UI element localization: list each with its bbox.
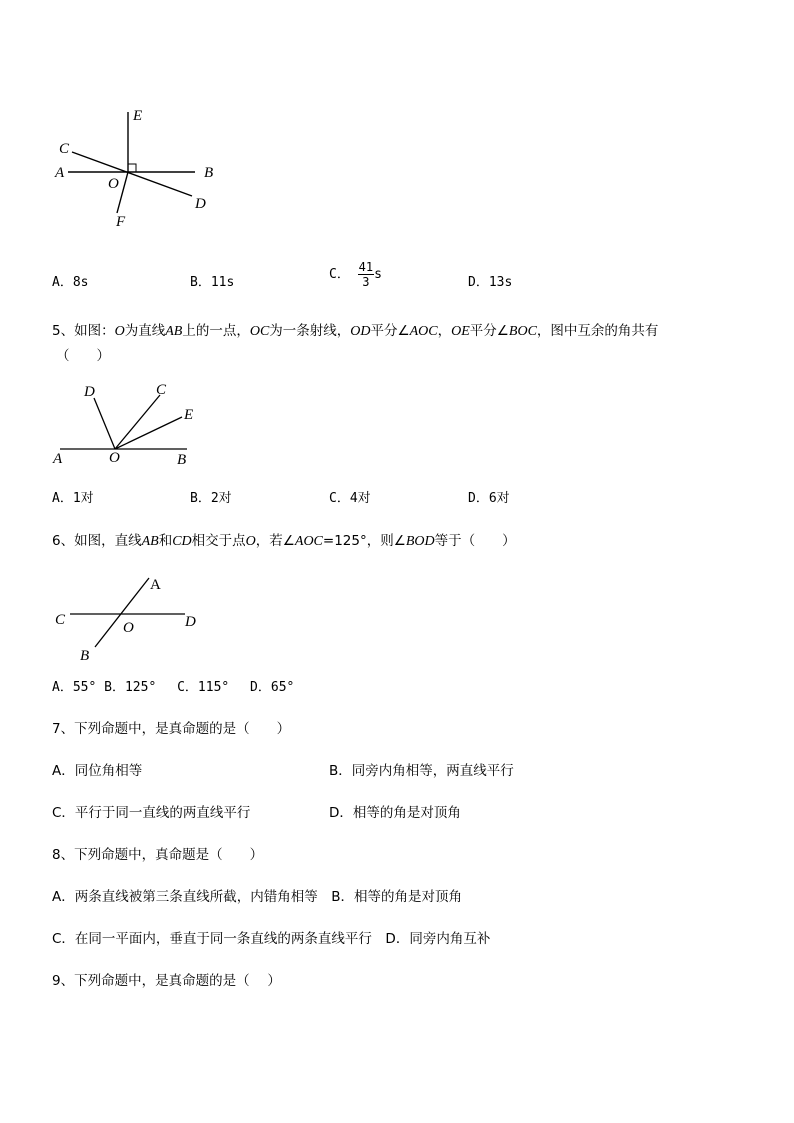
q6-var-AB: AB <box>141 534 159 549</box>
q7-option-c-text: C．平行于同一直线的两直线平行 <box>52 805 251 821</box>
q6-text-5: =125°，则∠ <box>322 533 406 549</box>
q9-stem-text: 9、下列命题中，是真命题的是（ ） <box>52 973 281 989</box>
q6-var-AOC: AOC <box>294 534 323 549</box>
q6-text-2: 和 <box>158 533 173 549</box>
q5-answer-blank <box>56 344 110 364</box>
q7-option-b[interactable] <box>329 759 514 779</box>
q9-stem <box>52 969 281 989</box>
q5-option-c[interactable] <box>329 487 371 506</box>
label-A: A <box>53 451 63 467</box>
label-B: B <box>177 452 187 468</box>
label-O: O <box>123 620 134 636</box>
q7-option-d-text: D．相等的角是对顶角 <box>329 805 461 821</box>
label-O: O <box>108 176 119 192</box>
q5-text-2: 为直线 <box>124 323 166 339</box>
label-B: B <box>204 165 214 181</box>
figure-perpendicular-lines <box>50 100 230 235</box>
q6-var-O: O <box>245 534 256 549</box>
q7-option-b-text: B．同旁内角相等，两直线平行 <box>329 763 514 779</box>
q5-text-4: 为一条射线， <box>269 323 351 339</box>
q4-option-b[interactable] <box>190 271 234 290</box>
label-C: C <box>156 382 167 398</box>
q5-text-7: 平分∠ <box>469 323 509 339</box>
label-E: E <box>133 108 143 124</box>
q8-stem <box>52 843 263 863</box>
q5-option-d-text: D．6对 <box>468 491 510 506</box>
q4-option-a[interactable] <box>52 271 88 290</box>
label-E: E <box>184 407 194 423</box>
q5-blank-text: （ ） <box>56 348 110 364</box>
q8-options-ab[interactable] <box>52 885 462 905</box>
q4-option-a-text: A．8s <box>52 275 89 290</box>
q4-option-c[interactable] <box>329 261 382 288</box>
q5-option-b-text: B．2对 <box>190 491 232 506</box>
q6-text-4: ，若∠ <box>255 533 295 549</box>
ray-OE <box>115 417 182 449</box>
q6-stem <box>52 529 516 550</box>
q5-var-AOC: AOC <box>409 324 438 339</box>
q5-var-BOC: BOC <box>508 324 537 339</box>
q6-text-6: 等于（ ） <box>434 533 516 549</box>
q6-var-CD: CD <box>172 534 192 549</box>
line-AB <box>95 578 149 647</box>
fraction-denominator: 3 <box>362 275 370 289</box>
label-O: O <box>109 450 120 466</box>
label-D: D <box>195 196 206 212</box>
q5-text-6: ， <box>437 323 452 339</box>
figure-rays-from-O <box>50 378 200 470</box>
q4-option-d[interactable] <box>468 271 512 290</box>
label-F: F <box>116 214 126 230</box>
label-C: C <box>55 612 66 628</box>
label-C: C <box>59 141 70 157</box>
q5-text-5: 平分∠ <box>370 323 410 339</box>
label-A: A <box>150 577 161 593</box>
q7-stem <box>52 717 290 737</box>
q5-option-d[interactable] <box>468 487 510 506</box>
line-CD <box>72 152 192 196</box>
right-angle-mark <box>128 164 136 172</box>
q5-var-OC: OC <box>249 324 270 339</box>
q7-option-a-text: A．同位角相等 <box>52 763 143 779</box>
q8-options-cd[interactable] <box>52 927 490 947</box>
q5-text-1: 5、如图： <box>52 323 115 339</box>
q4-option-d-text: D．13s <box>468 275 513 290</box>
q5-option-c-text: C．4对 <box>329 491 371 506</box>
q5-text-3: 上的一点， <box>182 323 250 339</box>
label-A: A <box>55 165 65 181</box>
q4-option-c-fraction <box>358 261 374 288</box>
q5-var-AB: AB <box>165 324 183 339</box>
q5-option-a[interactable] <box>52 487 94 506</box>
q5-var-OE: OE <box>451 324 470 339</box>
q6-var-BOD: BOD <box>405 534 435 549</box>
label-B: B <box>80 648 90 664</box>
q6-options-text: A．55° B．125° C．115° D．65° <box>52 680 295 695</box>
q5-var-OD: OD <box>350 324 371 339</box>
figure-intersecting-lines <box>50 570 210 665</box>
q7-option-d[interactable] <box>329 801 461 821</box>
q8-options-cd-text: C．在同一平面内，垂直于同一条直线的两条直线平行 D．同旁内角互补 <box>52 931 491 947</box>
q5-var-O: O <box>114 324 125 339</box>
q5-text-8: ，图中互余的角共有 <box>536 323 659 339</box>
q7-option-a[interactable] <box>52 759 142 779</box>
q4-option-c-prefix: C． <box>329 267 350 282</box>
q5-option-a-text: A．1对 <box>52 491 94 506</box>
fraction-numerator: 41 <box>358 260 374 274</box>
q4-option-c-unit: s <box>374 267 382 282</box>
q5-option-b[interactable] <box>190 487 232 506</box>
q6-text-1: 6、如图，直线 <box>52 533 142 549</box>
q7-stem-text: 7、下列命题中，是真命题的是（ ） <box>52 721 291 737</box>
label-D: D <box>84 384 95 400</box>
q8-stem-text: 8、下列命题中，真命题是（ ） <box>52 847 264 863</box>
q8-options-ab-text: A．两条直线被第三条直线所截，内错角相等 B．相等的角是对顶角 <box>52 889 462 905</box>
q7-option-c[interactable] <box>52 801 250 821</box>
ray-OC <box>115 395 160 449</box>
q6-options[interactable] <box>52 676 294 695</box>
ray-OD <box>94 398 115 449</box>
q5-stem <box>52 319 658 340</box>
label-D: D <box>185 614 196 630</box>
q6-text-3: 相交于点 <box>191 533 246 549</box>
q4-option-b-text: B．11s <box>190 275 235 290</box>
